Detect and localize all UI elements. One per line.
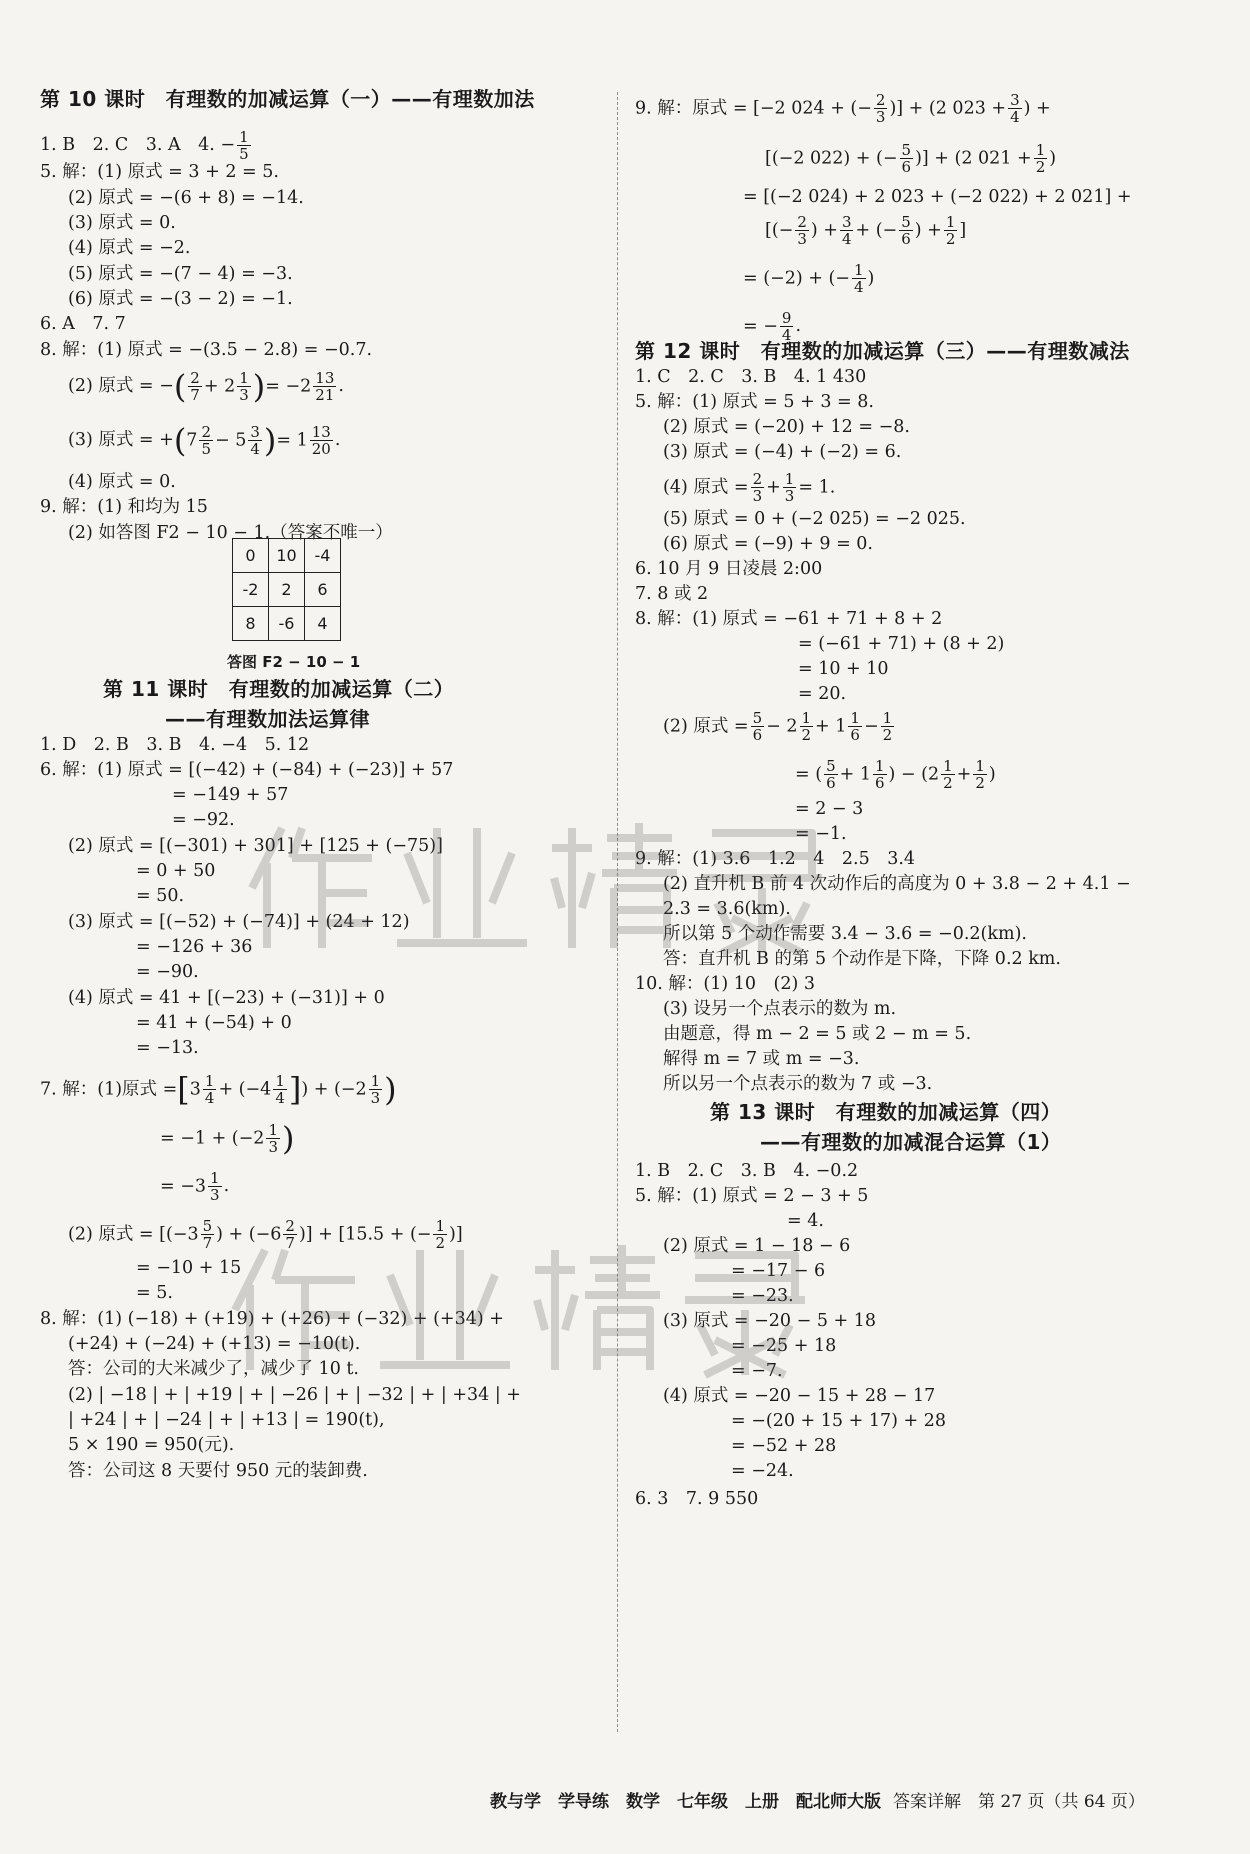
answer-line: 5. 解：(1) 原式 = 2 − 3 + 5: [635, 1186, 869, 1206]
grid-cell: -4: [305, 539, 341, 573]
answer-line: = −7.: [731, 1361, 783, 1381]
grid-cell: 10: [269, 539, 305, 573]
answer-line: 答：公司的大米减少了，减少了 10 t.: [68, 1359, 359, 1379]
answer-line: = [(−2 024) + 2 023 + (−2 022) + 2 021] +: [743, 187, 1132, 207]
answer-line: = (−2) + (− $\frac{1}{4}$ ): [743, 261, 875, 296]
answer-line: (3) 原式 = −20 − 5 + 18: [663, 1311, 877, 1331]
answer-line: [(−2 022) + (− $\frac{5}{6}$ )] + (2 021 + $\frac{1}{2}$ ): [765, 141, 1057, 176]
answer-line: (4) 原式 = −20 − 15 + 28 − 17: [663, 1386, 936, 1406]
answer-line: = −3 $\frac{1}{3}$ .: [160, 1169, 230, 1204]
magic-square-table: [232, 538, 341, 641]
answer-line: 5. 解：(1) 原式 = 5 + 3 = 8.: [635, 392, 874, 412]
answer-line: 1. C 2. C 3. B 4. 1 430: [635, 367, 867, 387]
footer-brand: 教与学 学导练 数学 七年级 上册 配北师大版: [490, 1792, 881, 1812]
answer-line: = 41 + (−54) + 0: [136, 1013, 292, 1033]
answer-line: = 20.: [798, 684, 847, 704]
answer-line: 10. 解：(1) 10 (2) 3: [635, 974, 815, 994]
answer-line: (3) 原式 = 0.: [68, 213, 176, 233]
answer-line: = −126 + 36: [136, 937, 253, 957]
page-footer: [490, 1787, 1145, 1812]
answer-line: 2.3 = 3.6(km).: [663, 899, 791, 919]
answer-line: (2) 如答图 F2 − 10 − 1.（答案不唯一）: [68, 523, 393, 543]
answer-line: (2) | −18 | + | +19 | + | −26 | + | −32 | + | +34 | +: [68, 1385, 521, 1405]
answer-line: = −52 + 28: [731, 1436, 837, 1456]
lesson-10-heading: 第 10 课时 有理数的加减运算（一）——有理数加法: [40, 87, 535, 111]
answer-line: = −1.: [795, 824, 847, 844]
answer-line: 1. B 2. C 3. B 4. −0.2: [635, 1161, 859, 1181]
answer-line: (2) 原式 = −( $\frac{2}{7}$ + 2 $\frac{1}{3}$ )= −2 $\frac{13}{21}$ .: [68, 367, 344, 406]
answer-line: 由题意，得 m − 2 = 5 或 2 − m = 5.: [663, 1024, 972, 1044]
answer-line: 9. 解：(1) 3.6 1.2 4 2.5 3.4: [635, 849, 916, 869]
answer-line: (3) 原式 = [(−52) + (−74)] + (24 + 12): [68, 912, 410, 932]
answer-line: (2) 原式 = [(−3 $\frac{5}{7}$ ) + (−6 $\frac{2}{7}$ )] + [15.5 + (− $\frac{1}{2}$ )]: [68, 1217, 463, 1252]
answer-line: (2) 直升机 B 前 4 次动作后的高度为 0 + 3.8 − 2 + 4.1 −: [663, 874, 1131, 894]
answer-line: 答：公司这 8 天要付 950 元的装卸费.: [68, 1461, 368, 1481]
answer-line: 6. 3 7. 9 550: [635, 1489, 759, 1509]
answer-line: = −24.: [731, 1461, 794, 1481]
answer-line: (2) 原式 = 1 − 18 − 6: [663, 1236, 851, 1256]
answer-line: = −23.: [731, 1286, 794, 1306]
answer-line: = −10 + 15: [136, 1258, 242, 1278]
answer-line: (2) 原式 = [(−301) + 301] + [125 + (−75)]: [68, 836, 443, 856]
lesson-11-heading: 第 11 课时 有理数的加减运算（二）: [103, 677, 455, 701]
answer-line: = −(20 + 15 + 17) + 28: [731, 1411, 946, 1431]
lesson-11-subheading: ——有理数加法运算律: [165, 707, 370, 731]
footer-page-info: 答案详解 第 27 页（共 64 页）: [893, 1792, 1145, 1812]
answer-line: = −25 + 18: [731, 1336, 837, 1356]
answer-line: [(− $\frac{2}{3}$ ) + $\frac{3}{4}$ + (− $\frac{5}{6}$ ) + $\frac{1}{2}$ ]: [765, 213, 967, 248]
answer-line: 6. A 7. 7: [40, 314, 126, 334]
answer-line: (3) 原式 = (−4) + (−2) = 6.: [663, 442, 902, 462]
answer-line: = −13.: [136, 1038, 199, 1058]
grid-cell: 6: [305, 573, 341, 607]
answer-line: = −17 − 6: [731, 1261, 826, 1281]
grid-cell: 2: [269, 573, 305, 607]
answer-line: 7. 8 或 2: [635, 584, 709, 604]
answer-line: = (−61 + 71) + (8 + 2): [798, 634, 1005, 654]
lesson-13-subheading: ——有理数的加减混合运算（1）: [760, 1130, 1062, 1154]
lesson-13-heading: 第 13 课时 有理数的加减运算（四）: [710, 1100, 1062, 1124]
answer-line: (6) 原式 = (−9) + 9 = 0.: [663, 534, 873, 554]
answer-line: (4) 原式 = 41 + [(−23) + (−31)] + 0: [68, 988, 385, 1008]
answer-line: = 4.: [787, 1211, 824, 1231]
watermark-char-jing: [535, 1245, 660, 1370]
grid-cell: 4: [305, 607, 341, 641]
answer-line: (4) 原式 = −2.: [68, 238, 191, 258]
answer-line: (5) 原式 = −(7 − 4) = −3.: [68, 264, 293, 284]
answer-line: (4) 原式 = 0.: [68, 472, 176, 492]
answer-line: = − $\frac{9}{4}$ .: [743, 309, 802, 344]
answer-line: 7. 解：(1)原式 =[3 $\frac{1}{4}$ + (−4 $\frac{1}{4}$ ]) + (−2 $\frac{1}{3}$ ): [40, 1070, 397, 1109]
answer-line: 1. B 2. C 3. A 4. − $\frac{1}{5}$: [40, 128, 249, 163]
answer-line: (3) 设另一个点表示的数为 m.: [663, 999, 897, 1019]
answer-line: (3) 原式 = +(7 $\frac{2}{5}$ − 5 $\frac{3}{4}$ )= 1 $\frac{13}{20}$ .: [68, 421, 341, 460]
lesson-12-heading: 第 12 课时 有理数的加减运算（三）——有理数减法: [635, 339, 1130, 363]
answer-line: 8. 解：(1) 原式 = −(3.5 − 2.8) = −0.7.: [40, 340, 373, 360]
answer-line: = 2 − 3: [795, 799, 864, 819]
answer-line: = 0 + 50: [136, 861, 216, 881]
answer-line: 6. 10 月 9 日凌晨 2:00: [635, 559, 823, 579]
column-divider: [617, 92, 618, 1732]
answer-line: = −1 + (−2 $\frac{1}{3}$ ): [160, 1119, 295, 1158]
answer-line: 5. 解：(1) 原式 = 3 + 2 = 5.: [40, 162, 279, 182]
answer-line: 解得 m = 7 或 m = −3.: [663, 1049, 860, 1069]
answer-line: 5 × 190 = 950(元).: [68, 1435, 235, 1455]
answer-line: | +24 | + | −24 | + | +13 | = 190(t),: [68, 1410, 385, 1430]
grid-cell: 8: [233, 607, 269, 641]
answer-line: (2) 原式 = (−20) + 12 = −8.: [663, 417, 910, 437]
answer-line: = −92.: [172, 810, 235, 830]
figure-caption: 答图 F2 − 10 − 1: [227, 653, 361, 671]
answer-line: 答：直升机 B 的第 5 个动作是下降，下降 0.2 km.: [663, 949, 1061, 969]
answer-line: = 10 + 10: [798, 659, 889, 679]
answer-line: = 50.: [136, 886, 185, 906]
answer-line: = 5.: [136, 1283, 173, 1303]
answer-line: 9. 解：原式 = [−2 024 + (− $\frac{2}{3}$ )] + (2 023 + $\frac{3}{4}$ ) +: [635, 91, 1051, 126]
answer-line: 所以第 5 个动作需要 3.4 − 3.6 = −0.2(km).: [663, 924, 1027, 944]
answer-line: (+24) + (−24) + (+13) = −10(t).: [68, 1334, 361, 1354]
answer-line: 8. 解：(1) 原式 = −61 + 71 + 8 + 2: [635, 609, 943, 629]
answer-line: 8. 解：(1) (−18) + (+19) + (+26) + (−32) + (+34) +: [40, 1309, 504, 1329]
grid-cell: 0: [233, 539, 269, 573]
answer-line: 所以另一个点表示的数为 7 或 −3.: [663, 1074, 933, 1094]
answer-line: (5) 原式 = 0 + (−2 025) = −2 025.: [663, 509, 966, 529]
answer-line: (2) 原式 = $\frac{5}{6}$ − 2 $\frac{1}{2}$ + 1 $\frac{1}{6}$ − $\frac{1}{2}$: [663, 709, 893, 744]
answer-line: = −149 + 57: [172, 785, 289, 805]
answer-line: (6) 原式 = −(3 − 2) = −1.: [68, 289, 293, 309]
answer-line: = ( $\frac{5}{6}$ + 1 $\frac{1}{6}$ ) − (2 $\frac{1}{2}$ + $\frac{1}{2}$ ): [795, 757, 996, 792]
grid-cell: -6: [269, 607, 305, 641]
answer-line: (2) 原式 = −(6 + 8) = −14.: [68, 188, 304, 208]
answer-line: 1. D 2. B 3. B 4. −4 5. 12: [40, 735, 310, 755]
answer-line: (4) 原式 = $\frac{2}{3}$ + $\frac{1}{3}$ = 1.: [663, 470, 836, 505]
answer-line: 9. 解：(1) 和均为 15: [40, 497, 208, 517]
answer-line: 6. 解：(1) 原式 = [(−42) + (−84) + (−23)] + 57: [40, 760, 454, 780]
grid-cell: -2: [233, 573, 269, 607]
answer-line: = −90.: [136, 962, 199, 982]
